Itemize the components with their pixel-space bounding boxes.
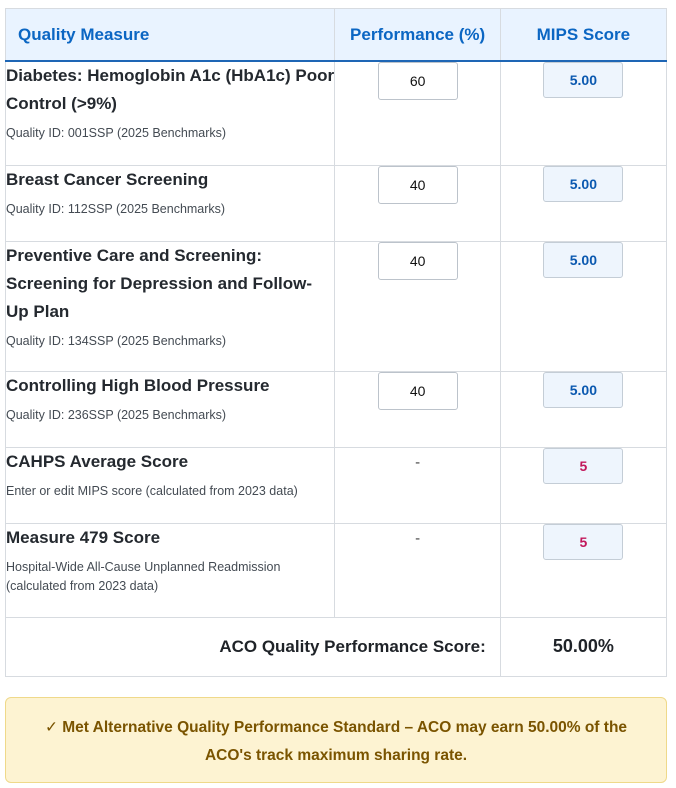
measure-title: Diabetes: Hemoglobin A1c (HbA1c) Poor Control (>9%)	[6, 66, 335, 113]
performance-cell	[335, 165, 500, 241]
performance-cell	[335, 61, 500, 165]
measure-cell	[6, 523, 335, 617]
performance-cell	[335, 523, 500, 617]
header-quality-measure: Quality Measure	[6, 9, 335, 62]
table-row	[6, 61, 667, 165]
performance-empty: -	[415, 529, 421, 547]
score-cell	[500, 165, 666, 241]
measure-title: Measure 479 Score	[6, 527, 161, 547]
performance-cell	[335, 241, 500, 371]
mips-score-value: 5.00	[543, 62, 623, 98]
measure-subtitle: Quality ID: 134SSP (2025 Benchmarks)	[6, 333, 227, 348]
table-row	[6, 241, 667, 371]
score-cell	[500, 371, 666, 447]
measure-subtitle: Quality ID: 112SSP (2025 Benchmarks)	[6, 201, 226, 216]
performance-empty: -	[415, 453, 421, 471]
performance-cell	[335, 371, 500, 447]
total-score-value: 50.00%	[500, 617, 666, 676]
total-row	[6, 617, 667, 676]
table-row	[6, 523, 667, 617]
table-header-row	[6, 9, 667, 62]
measure-subtitle: Hospital-Wide All-Cause Unplanned Readmission (calculated from 2023 data)	[6, 559, 281, 593]
measure-subtitle: Quality ID: 001SSP (2025 Benchmarks)	[6, 126, 227, 140]
mips-score-input[interactable]: 5	[543, 448, 623, 484]
mips-score-value: 5.00	[543, 242, 623, 278]
measure-cell	[6, 241, 335, 371]
measure-cell	[6, 447, 335, 523]
performance-input[interactable]: 40	[378, 166, 458, 204]
performance-input[interactable]: 60	[378, 62, 458, 100]
quality-standard-banner	[5, 697, 667, 783]
measure-title: Controlling High Blood Pressure	[6, 375, 270, 395]
score-cell	[500, 447, 666, 523]
measure-subtitle: Quality ID: 236SSP (2025 Benchmarks)	[6, 407, 227, 422]
table-row	[6, 371, 667, 447]
measure-title: Breast Cancer Screening	[6, 169, 209, 189]
header-mips-score: MIPS Score	[500, 9, 666, 62]
measure-title: Preventive Care and Screening: Screening for Depression and Follow-Up Plan	[6, 245, 313, 321]
measure-cell	[6, 371, 335, 447]
score-cell	[500, 61, 666, 165]
performance-cell	[335, 447, 500, 523]
mips-score-value: 5.00	[543, 372, 623, 408]
performance-input[interactable]: 40	[378, 242, 458, 280]
header-performance: Performance (%)	[335, 9, 500, 62]
table-row	[6, 165, 667, 241]
score-cell	[500, 523, 666, 617]
banner-text: ✓ Met Alternative Quality Performance Standard – ACO may earn 50.00% of the ACO's track maximum sharing rate.	[44, 719, 628, 764]
mips-score-value: 5.00	[543, 166, 623, 202]
mips-score-input[interactable]: 5	[543, 524, 623, 560]
performance-input[interactable]: 40	[378, 372, 458, 410]
measure-cell	[6, 61, 335, 165]
measure-subtitle: Enter or edit MIPS score (calculated from 2023 data)	[6, 483, 298, 498]
total-score-label: ACO Quality Performance Score:	[6, 617, 501, 676]
measure-title: CAHPS Average Score	[6, 451, 189, 471]
score-cell	[500, 241, 666, 371]
measure-cell	[6, 165, 335, 241]
table-row	[6, 447, 667, 523]
quality-measures-table	[5, 8, 667, 677]
